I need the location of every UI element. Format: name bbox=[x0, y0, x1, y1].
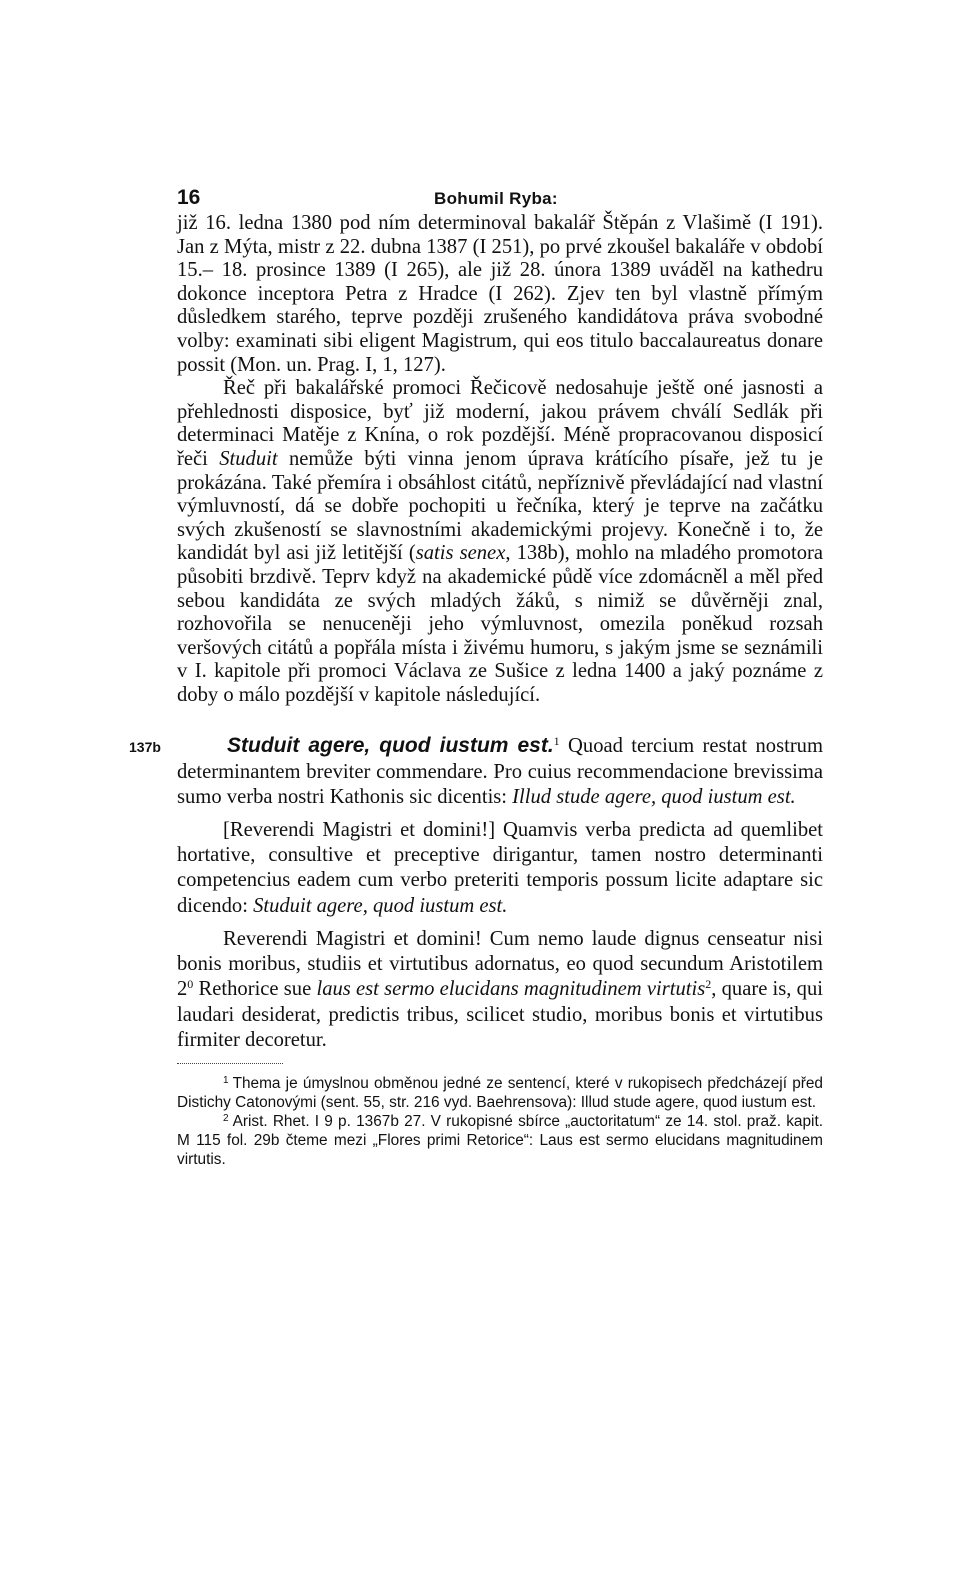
latin-paragraph-2-text: [Reverendi Magistri et domini!] Quamvis verba predicta ad quemlibet hortative, consultive et preceptive dirigantur, tamen nostro determinanti competencius eadem cum verbo preteriti temporis possum licite adaptare sic dicendo: bbox=[177, 819, 823, 917]
footnote-1-mark: 1 bbox=[223, 1074, 229, 1086]
latin-sermon-section bbox=[129, 733, 823, 1052]
page-number: 16 bbox=[177, 186, 201, 209]
paragraph-2-text-a: Řeč při bakalářské promoci Řečicově nedosahuje ještě oné jasnosti a přehlednosti disposice, byť již moderní, jakou právem chválí Sedlák při determinaci Matěje z Knína, o rok pozdější. Méně propracovanou disposicí řeči bbox=[177, 377, 823, 470]
footnote-2-mark: 2 bbox=[223, 1112, 229, 1124]
margin-folio-reference: 137b bbox=[129, 739, 161, 756]
paragraph-1: již 16. ledna 1380 pod ním determinoval bakalář Štěpán z Vlašimě (I 191). Jan z Mýta, mistr z 22. dubna 1387 (I 251), po prvé zkoušel bakaláře v období 15.– 18. prosince 1389 (I 265), ale již 28. února 1389 uváděl na kathedru dokonce inceptora Petra z Hradce (I 262). Zjev ten byl vlastně přímým důsledkem starého, teprve později zrušeného kandidátova práva svobodné volby: examinati sibi eligent Magistrum, qui eos titulo baccalaureatus donare possit (Mon. un. Prag. I, 1, 127). bbox=[177, 212, 823, 376]
footnote-ref-1: 1 bbox=[553, 734, 560, 749]
latin-paragraph-3-text-a: Reverendi Magistri et domini! Cum nemo laude dignus censeatur nisi bonis moribus, studiis et virtutibus adornatus, eo quod secundum Aristotilem 2 bbox=[177, 927, 823, 1001]
footnote-ref-2: 2 bbox=[705, 977, 712, 992]
page-header bbox=[177, 186, 823, 212]
degree-mark: 0 bbox=[187, 977, 194, 992]
latin-paragraph-1-text: Quoad tercium restat nostrum determinantem breviter commendare. Pro cuius recommendacione brevissima sumo verba nostri Kathonis sic dicentis: bbox=[177, 735, 823, 808]
latin-paragraph-3 bbox=[177, 927, 823, 1053]
latin-paragraph-3-text-c: , quare is, qui laudari desiderat, predictis tribus, scilicet studio, moribus bonis et virtutibus firmiter decoretur. bbox=[177, 978, 823, 1051]
paragraph-2 bbox=[177, 377, 823, 707]
footnote-2-text: Arist. Rhet. I 9 p. 1367b 27. V rukopisné sbírce „auctoritatum“ ze 14. stol. praž. kapit. M 115 fol. 29b čteme mezi „Flores primi Retorice“: Laus est sermo elucidans magnitudinem virtutis. bbox=[177, 1112, 823, 1168]
book-page bbox=[129, 186, 823, 1169]
latin-paragraph-2 bbox=[177, 818, 823, 919]
footnote-2 bbox=[177, 1112, 823, 1169]
latin-paragraph-3-text-b: Rethorice sue bbox=[193, 978, 317, 1001]
running-head: Bohumil Ryba: bbox=[434, 189, 558, 208]
latin-quote-aristotle: laus est sermo elucidans magnitudinem virtutis bbox=[316, 978, 706, 1001]
paragraph-2-italic-studuit: Studuit bbox=[219, 447, 278, 470]
footnote-1-text: Thema je úmyslnou obměnou jedné ze sentencí, které v rukopisech předcházejí před Distichy Catonovými (sent. 55, str. 216 vyd. Baehrensova): Illud stude agere, quod iustum est. bbox=[177, 1074, 823, 1111]
paragraph-2-text-c: nemůže býti vinna jenom úprava krátícího písaře, jež tu je prokázána. Také přemíra i obsáhlost citátů, nepříznivě převládající nad vlastní výmluvností, dá se dobře pochopiti u řečníka, který je teprve na začátku svých zkušeností se slavnostními akademickými projevy. Konečně i to, že kandidát byl asi již letitější ( bbox=[177, 447, 823, 565]
sermon-theme: Studuit agere, quod iustum est. bbox=[227, 734, 554, 758]
paragraph-2-text-e: , 138b), mohlo na mladého promotora působiti brzdivě. Teprv když na akademické půdě více zdomácněl a měl před sebou kandidáta ze svých mladých žáků, s nimiž se důvěrněji znal, rozhovořila se nenuceněji jeho výmluvnost, omezila poněkud rozsah veršových citátů a popřála místa i živému humoru, s jakým jsme se seznámili v I. kapitole při promoci Václava ze Sušice z ledna 1400 a jaký poznáme z doby o málo pozdější v kapitole následující. bbox=[177, 542, 823, 706]
footnote-divider bbox=[177, 1063, 283, 1064]
latin-quote-studuit: Studuit agere, quod iustum est. bbox=[253, 894, 508, 917]
footnotes bbox=[177, 1074, 823, 1169]
latin-quote-kathon: Illud stude agere, quod iustum est. bbox=[512, 785, 796, 808]
paragraph-2-italic-satis-senex: satis senex bbox=[415, 542, 506, 565]
footnote-1 bbox=[177, 1074, 823, 1112]
latin-paragraph-1 bbox=[177, 733, 823, 810]
